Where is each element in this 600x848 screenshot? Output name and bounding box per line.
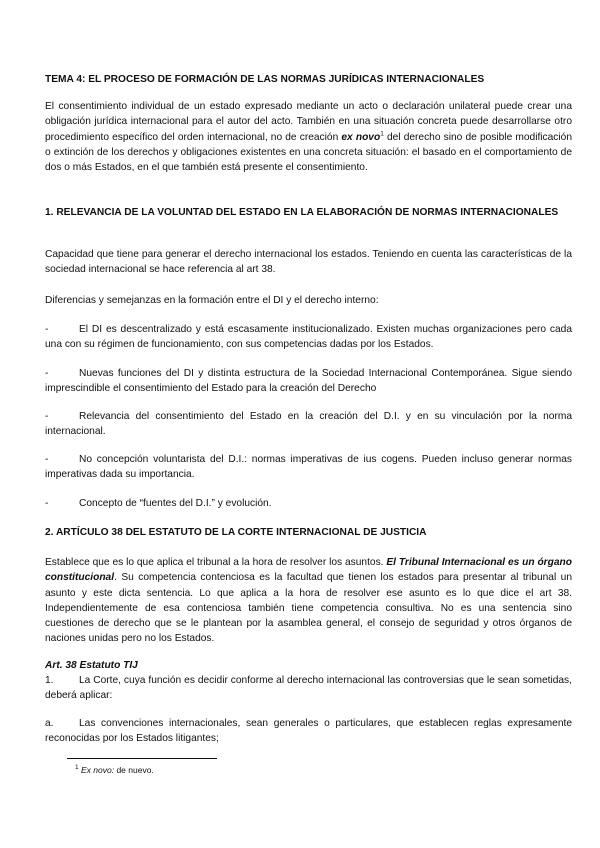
footnote-ref[interactable]: 1 [380,130,384,138]
page-title: TEMA 4: EL PROCESO DE FORMACIÓN DE LAS NORMAS JURÍDICAS INTERNACIONALES [45,74,485,85]
intro-paragraph [45,99,572,175]
list-item-text: No concepción voluntarista del D.I.: normas imperativas de ius cogens. Pueden incluso generar normas imperativas dada su importancia. [45,454,572,481]
list-item-text: Relevancia del consentimiento del Estado en la creación del D.I. y en su vinculación por la norma internacional. [45,411,572,438]
clause-number: a. [45,718,54,729]
section2-paragraph [45,555,572,647]
footnote-separator [67,758,217,759]
list-item [45,322,572,353]
clause-number: 1. [45,675,54,686]
intro-text: El consentimiento individual de un estado expresado mediante un acto o declaración unilateral puede crear una obligación jurídica internacional para el autor del acto. También en una situación concreta puede desarrollarse otro procedimiento específico del orden internacional, no de creación [45,101,572,143]
list-item [45,366,572,397]
list-item-text: Concepto de “fuentes del D.I.” y evolución. [79,498,272,509]
clause-text: La Corte, cuya función es decidir conforme al derecho internacional las controversias que le sean sometidas, deberá aplicar: [45,675,572,702]
list-item [45,409,572,440]
list-item-text: El DI es descentralizado y está escasamente institucionalizado. Existen muchas organizaciones pero cada una con su régimen de funcionamiento, con sus competencias dadas por los Estados. [45,324,572,351]
article-clause [45,673,572,704]
article-clause [45,716,572,747]
section1-paragraph-2: Diferencias y semejanzas en la formación entre el DI y el derecho interno: [45,295,379,306]
section1-heading: 1. RELEVANCIA DE LA VOLUNTAD DEL ESTADO EN LA ELABORACIÓN DE NORMAS INTERNACIONALES [45,207,559,218]
list-item [45,452,572,483]
section2-heading: 2. ARTÍCULO 38 DEL ESTATUTO DE LA CORTE INTERNACIONAL DE JUSTICIA [45,527,427,538]
footnote-number: 1 [75,764,79,772]
section1-paragraph: Capacidad que tiene para generar el derecho internacional los estados. Teniendo en cuenta las características de la sociedad internacional se hace referencia al art 38. [45,249,572,276]
section2-text: Establece que es lo que aplica el tribunal a la hora de resolver los asuntos. [45,557,387,568]
footnote-text: de nuevo. [114,765,154,775]
section2-emphasis: El Tribunal Internacional es un órgano constitucional [45,557,572,584]
list-item-text: Nuevas funciones del DI y distinta estructura de la Sociedad Internacional Contemporánea. Sigue siendo imprescindible el consentimiento del Estado para la creación del Derecho [45,368,572,395]
intro-text-end: del derecho sino de posible modificación o extinción de los derechos y obligaciones existentes en una concreta situación: el basado en el comportamiento de dos o más Estados, en el que también está presente el consentimiento. [45,131,572,174]
bullet: - [45,498,49,509]
bullet: - [45,454,49,465]
footnote-term: Ex novo: [81,765,115,775]
section2-text-end: . Su competencia contenciosa es la facultad que tienen los estados para presentar al tribunal un asunto y este dicta sentencia. Lo que aplica a la hora de resolver ese asunto es lo que dice el art 38. Independientemente de esa contenciosa también tiene competencia consultiva. No es una sentencia sino cuestiones de derecho que se le plantean por la asamblea general, el consejo de seguridad y otros órganos de naciones unidas pero no los Estados. [45,572,572,645]
article-title: Art. 38 Estatuto TIJ [45,660,138,671]
intro-emphasis: ex novo [341,131,381,143]
list-item [45,496,572,511]
footnote [75,764,154,776]
bullet: - [45,324,49,335]
bullet: - [45,411,49,422]
bullet: - [45,368,49,379]
clause-text: Las convenciones internacionales, sean generales o particulares, que establecen reglas expresamente reconocidas por los Estados litigantes; [45,718,572,745]
